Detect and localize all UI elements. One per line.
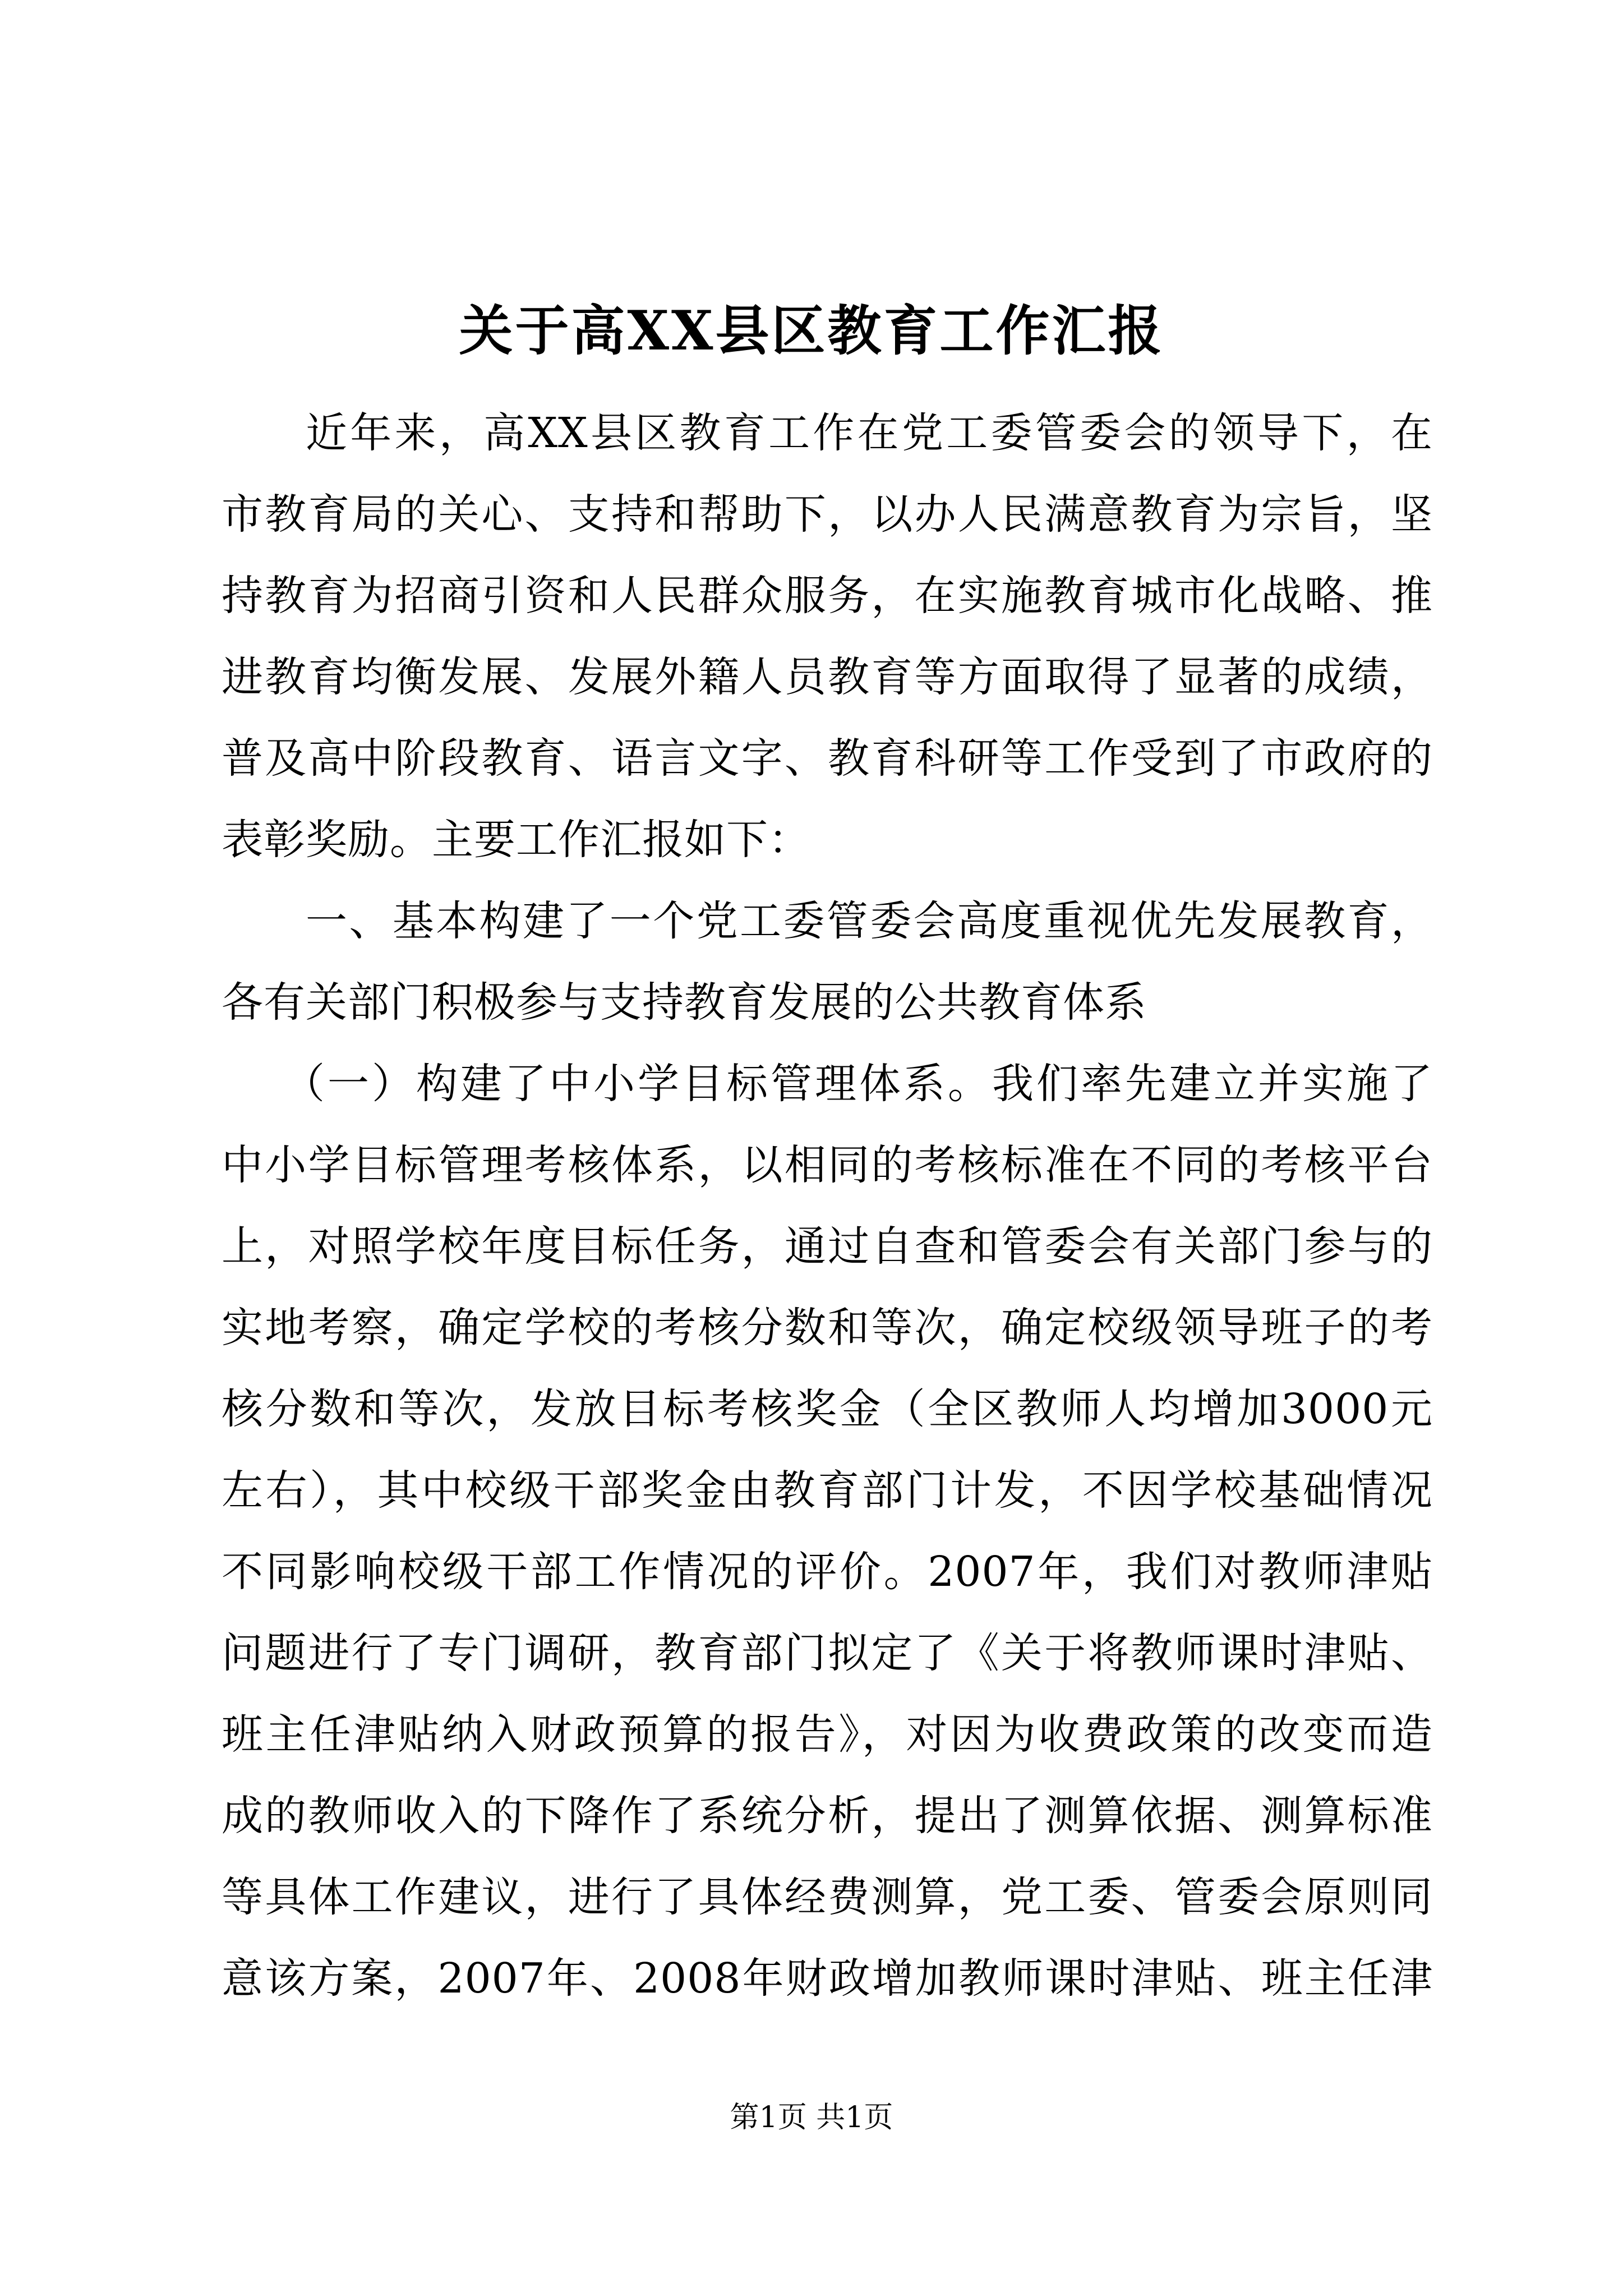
paragraph-1-line-5: 普及高中阶段教育、语言文字、教育科研等工作受到了市政府的	[222, 734, 1433, 783]
paragraph-3-line-3: 上，对照学校年度目标任务，通过自查和管委会有关部门参与的	[222, 1222, 1433, 1271]
paragraph-1-line-2: 市教育局的关心、支持和帮助下，以办人民满意教育为宗旨，坚	[222, 490, 1433, 539]
paragraph-3-line-2: 中小学目标管理考核体系，以相同的考核标准在不同的考核平台	[222, 1141, 1433, 1189]
paragraph-3-line-6: 左右），其中校级干部奖金由教育部门计发，不因学校基础情况	[222, 1466, 1433, 1515]
paragraph-3-line-12: 意该方案，2007年、2008年财政增加教师课时津贴、班主任津	[222, 1954, 1433, 2003]
paragraph-3-line-5: 核分数和等次，发放目标考核奖金（全区教师人均增加3000元	[222, 1385, 1433, 1433]
paragraph-3-line-7: 不同影响校级干部工作情况的评价。2007年，我们对教师津贴	[222, 1548, 1433, 1596]
paragraph-3-line-9: 班主任津贴纳入财政预算的报告》，对因为收费政策的改变而造	[222, 1710, 1433, 1759]
document-title: 关于高XX县区教育工作汇报	[459, 299, 1164, 362]
paragraph-1-line-6: 表彰奖励。主要工作汇报如下：	[222, 816, 810, 864]
paragraph-2-line-1: 一、基本构建了一个党工委管委会高度重视优先发展教育，	[306, 897, 1433, 945]
paragraph-3-line-10: 成的教师收入的下降作了系统分析，提出了测算依据、测算标准	[222, 1792, 1433, 1840]
paragraph-3-line-8: 问题进行了专门调研，教育部门拟定了《关于将教师课时津贴、	[222, 1629, 1433, 1677]
paragraph-2-line-2: 各有关部门积极参与支持教育发展的公共教育体系	[222, 978, 1147, 1027]
paragraph-3-line-11: 等具体工作建议，进行了具体经费测算，党工委、管委会原则同	[222, 1873, 1433, 1921]
paragraph-3-line-4: 实地考察，确定学校的考核分数和等次，确定校级领导班子的考	[222, 1304, 1433, 1352]
paragraph-1-line-3: 持教育为招商引资和人民群众服务，在实施教育城市化战略、推	[222, 572, 1433, 620]
paragraph-1-line-4: 进教育均衡发展、发展外籍人员教育等方面取得了显著的成绩，	[222, 653, 1433, 701]
paragraph-3-line-1: （一）构建了中小学目标管理体系。我们率先建立并实施了	[283, 1060, 1433, 1108]
document-body	[222, 393, 1433, 2019]
page-footer: 第1页 共1页	[730, 2101, 893, 2134]
paragraph-1-line-1: 近年来，高XX县区教育工作在党工委管委会的领导下，在	[306, 409, 1433, 457]
